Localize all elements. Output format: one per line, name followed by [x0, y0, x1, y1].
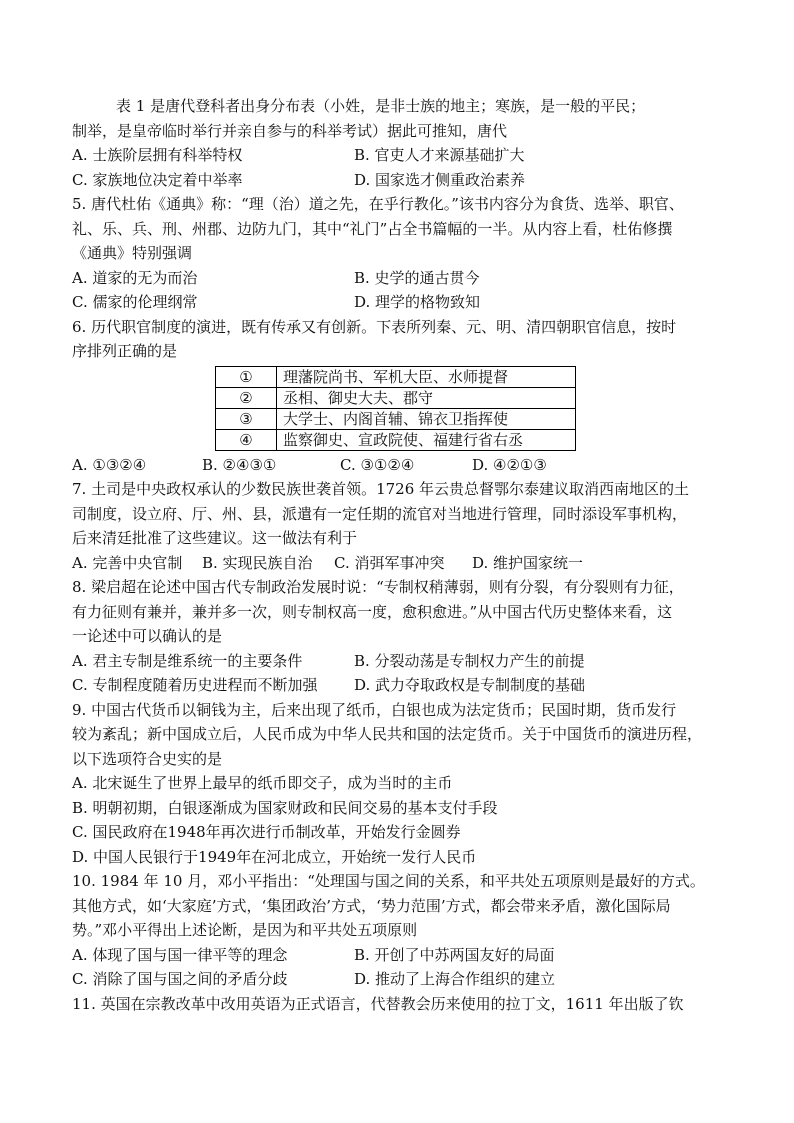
question-stem: 6. 历代职官制度的演进，既有传承又有创新。下表所列秦、元、明、清四朝职官信息，按时	[72, 317, 677, 336]
question-stem: 5. 唐代杜佑《通典》称：“理（治）道之先，在乎行教化。”该书内容分为食货、选举、职官、	[72, 195, 684, 213]
question-7	[72, 477, 722, 575]
row-officials: 理藩院尚书、军机大臣、水师提督	[277, 366, 576, 387]
question-11	[72, 992, 722, 1017]
option-row	[72, 266, 722, 291]
row-officials: 监察御史、宣政院使、福建行省右丞	[277, 429, 576, 450]
question-stem: 有力征则有兼并，兼并多一次，则专制权高一度，愈积愈进。”从中国古代历史整体来看，这	[72, 602, 673, 621]
question-stem: 制举，是皇帝临时举行并亲自参与的科举考试）据此可推知，唐代	[72, 121, 508, 140]
question-stem: 礼、乐、兵、刑、州郡、边防九门，其中“礼门”占全书篇幅的一半。从内容上看，杜佑修撰	[72, 219, 673, 238]
option-a: A. 士族阶层拥有科举特权	[72, 146, 243, 164]
option-a: A. ①③②④	[72, 455, 147, 474]
option-d: D. 推动了上海合作组织的建立	[354, 970, 556, 988]
question-stem: 表 1 是唐代登科者出身分布表（小姓，是非士族的地主；寒族，是一般的平民；	[116, 97, 646, 115]
option-c: C. 国民政府在1948年再次进行币制改革，开始发行金圆券	[72, 823, 461, 841]
row-number: ③	[216, 408, 277, 429]
officials-table	[215, 366, 576, 451]
question-tang-keju	[72, 94, 722, 192]
question-stem: 11. 英国在宗教改革中改用英语为正式语言，代替教会历来使用的拉丁文，1611 年出版了钦	[72, 994, 684, 1013]
table-row	[216, 366, 576, 387]
option-c: C. ③①②④	[340, 455, 415, 474]
question-stem: 其他方式，如‘大家庭’方式，‘集团政治’方式，‘势力范围’方式，都会带来矛盾，激化国际局	[72, 896, 671, 915]
option-c: C. 专制程度随着历史进程而不断加强	[72, 676, 318, 694]
question-stem: 10. 1984 年 10 月，邓小平指出：“处理国与国之间的关系，和平共处五项原则是最好的方式。	[72, 872, 705, 890]
option-row	[72, 673, 722, 698]
row-number: ①	[216, 366, 277, 387]
option-d: D. 中国人民银行于1949年在河北成立，开始统一发行人民币	[72, 847, 477, 866]
option-c: C. 家族地位决定着中举率	[72, 170, 243, 189]
option-d: D. 理学的格物致知	[354, 293, 481, 311]
question-stem: 以下选项符合史实的是	[72, 749, 223, 768]
option-row	[72, 967, 722, 992]
exam-page	[72, 94, 722, 1016]
option-row	[72, 649, 722, 674]
option-a: A. 君主专制是维系统一的主要条件	[72, 651, 303, 670]
question-5	[72, 192, 722, 315]
question-stem: 一论述中可以确认的是	[72, 627, 223, 645]
option-b: B. 开创了中苏两国友好的局面	[354, 945, 555, 964]
option-d: D. ④②①③	[472, 455, 547, 474]
option-a: A. 北宋诞生了世界上最早的纸币即交子，成为当时的主币	[72, 774, 453, 792]
question-stem: 较为紊乱；新中国成立后，人民币成为中华人民共和国的法定货币。关于中国货币的演进历程，	[72, 725, 703, 743]
question-stem: 7. 土司是中央政权承认的少数民族世袭首领。1726 年云贵总督鄂尔泰建议取消西南地区的土	[72, 480, 690, 498]
option-row	[72, 290, 722, 315]
question-stem: 势。”邓小平得出上述论断，是因为和平共处五项原则	[72, 921, 418, 939]
row-officials: 丞相、御史大夫、郡守	[277, 387, 576, 408]
option-row	[72, 551, 722, 576]
question-stem: 《通典》特别强调	[72, 244, 193, 262]
option-row	[72, 143, 722, 168]
question-stem: 8. 梁启超在论述中国古代专制政治发展时说：“专制权稍薄弱，则有分裂，有分裂则有力征，	[72, 578, 684, 596]
option-b: B. 实现民族自治	[202, 553, 313, 572]
option-row	[72, 943, 722, 968]
question-10	[72, 869, 722, 992]
option-b: B. 史学的通古贯今	[354, 268, 480, 287]
option-b: B. 分裂动荡是专制权力产生的前提	[354, 651, 585, 670]
row-officials: 大学士、内阁首辅、锦衣卫指挥使	[277, 408, 576, 429]
option-c: C. 消弭军事冲突	[334, 553, 445, 572]
question-stem: 序排列正确的是	[72, 342, 178, 360]
option-b: B. 明朝初期，白银逐渐成为国家财政和民间交易的基本支付手段	[72, 798, 498, 817]
question-stem: 后来清廷批准了这些建议。这一做法有利于	[72, 529, 358, 547]
row-number: ④	[216, 429, 277, 450]
table-row	[216, 408, 576, 429]
option-a: A. 体现了国与国一律平等的理念	[72, 945, 288, 964]
question-stem: 司制度，设立府、厅、州、县，派遣有一定任期的流官对当地进行管理，同时添设军事机构，	[72, 504, 688, 523]
option-row	[72, 453, 722, 478]
option-d: D. 武力夺取政权是专制制度的基础	[354, 676, 586, 694]
option-d: D. 维护国家统一	[472, 553, 584, 572]
question-6	[72, 315, 722, 478]
option-a: A. 完善中央官制	[72, 553, 183, 572]
row-number: ②	[216, 387, 277, 408]
option-c: C. 儒家的伦理纲常	[72, 293, 198, 311]
question-9	[72, 698, 722, 870]
option-b: B. ②④③①	[202, 455, 277, 474]
option-b: B. 官吏人才来源基础扩大	[354, 146, 525, 164]
question-stem: 9. 中国古代货币以铜钱为主，后来出现了纸币，白银也成为法定货币；民国时期，货币发行	[72, 700, 677, 719]
table-row	[216, 387, 576, 408]
option-d: D. 国家选才侧重政治素养	[354, 170, 526, 189]
option-a: A. 道家的无为而治	[72, 268, 198, 287]
option-c: C. 消除了国与国之间的矛盾分歧	[72, 970, 288, 988]
question-8	[72, 575, 722, 698]
option-row	[72, 168, 722, 193]
table-row	[216, 429, 576, 450]
